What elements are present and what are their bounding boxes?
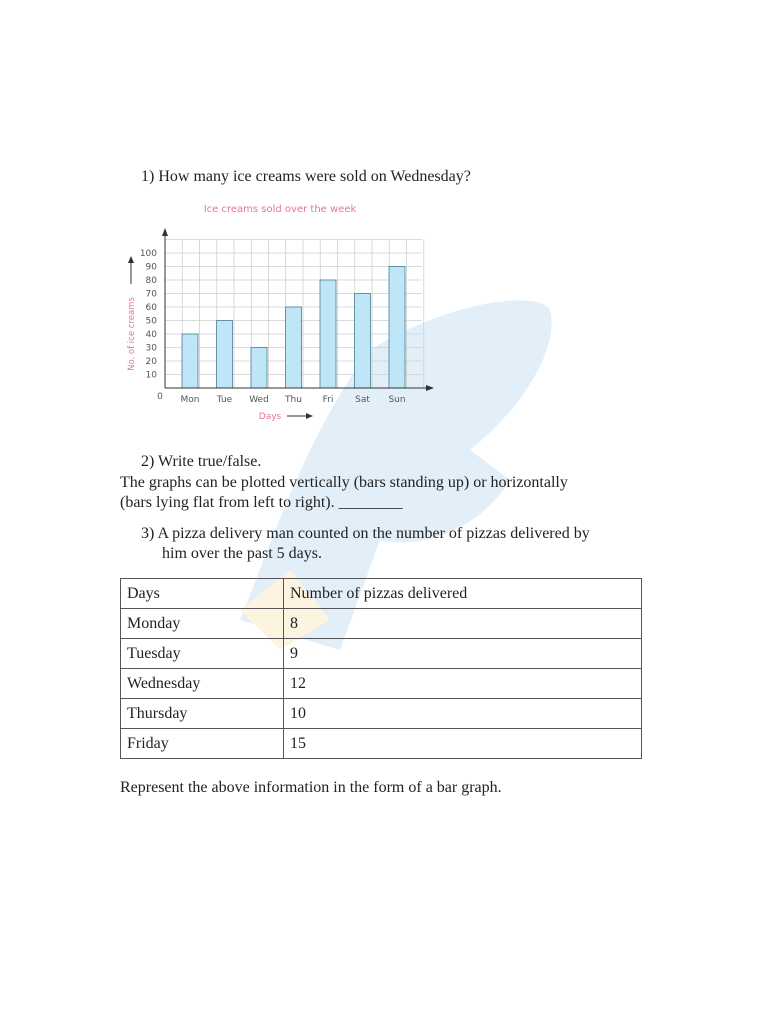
question-2-text xyxy=(120,473,660,513)
x-tick-label: Tue xyxy=(216,395,233,405)
ice-cream-bar-chart xyxy=(112,196,452,432)
table-row xyxy=(121,699,642,729)
x-tick-label: Thu xyxy=(285,395,302,405)
cell-day: Monday xyxy=(121,609,284,639)
y-tick-label: 50 xyxy=(145,316,157,327)
y-tick-labels xyxy=(140,249,157,381)
y-tick-label: 70 xyxy=(145,289,157,300)
x-tick-label: Wed xyxy=(249,395,269,405)
table-row xyxy=(121,729,642,759)
cell-count: 12 xyxy=(284,669,642,699)
closing-instruction: Represent the above information in the form of a bar graph. xyxy=(120,779,502,796)
question-1: 1) How many ice creams were sold on Wednesday? xyxy=(141,168,471,185)
cell-count: 10 xyxy=(284,699,642,729)
cell-count: 9 xyxy=(284,639,642,669)
question-3-line-1: 3) A pizza delivery man counted on the number of pizzas delivered by xyxy=(141,525,590,542)
origin-label: 0 xyxy=(157,392,163,402)
y-tick-label: 40 xyxy=(145,330,157,340)
x-tick-label: Fri xyxy=(322,395,334,405)
header-pizzas: Number of pizzas delivered xyxy=(284,579,642,609)
question-2-line-1: The graphs can be plotted vertically (bars standing up) or horizontally xyxy=(120,474,568,491)
table-row xyxy=(121,639,642,669)
table-row xyxy=(121,609,642,639)
cell-day: Friday xyxy=(121,729,284,759)
y-tick-label: 90 xyxy=(145,262,157,273)
y-axis-arrowhead xyxy=(162,228,168,236)
cell-count: 15 xyxy=(284,729,642,759)
cell-day: Wednesday xyxy=(121,669,284,699)
table-row xyxy=(121,669,642,699)
y-axis-label: No. of ice creams xyxy=(127,297,137,371)
x-axis-arrowhead xyxy=(426,385,434,391)
y-label-arrowhead xyxy=(128,256,134,263)
cell-day: Thursday xyxy=(121,699,284,729)
question-2-line-2: (bars lying flat from left to right). ________ xyxy=(120,494,403,511)
bar-wed xyxy=(251,348,267,389)
y-tick-label: 10 xyxy=(145,370,157,381)
y-tick-label: 30 xyxy=(145,343,157,354)
table-header-row xyxy=(121,579,642,609)
y-tick-label: 100 xyxy=(139,249,157,259)
x-tick-label: Mon xyxy=(180,395,200,405)
y-tick-label: 60 xyxy=(145,303,157,313)
bar-fri xyxy=(320,280,336,388)
x-label-arrowhead xyxy=(306,413,313,419)
question-3-line-2: him over the past 5 days. xyxy=(162,545,322,562)
bar-tue xyxy=(217,321,233,389)
x-tick-label: Sun xyxy=(388,395,406,405)
x-tick-labels xyxy=(181,395,406,405)
x-axis-label: Days xyxy=(258,412,282,422)
bar-sun xyxy=(389,267,405,389)
pizza-table xyxy=(120,578,642,759)
bar-mon xyxy=(182,334,198,388)
x-tick-label: Sat xyxy=(355,395,370,405)
bar-sat xyxy=(355,294,371,389)
cell-count: 8 xyxy=(284,609,642,639)
header-days: Days xyxy=(121,579,284,609)
question-2-heading: 2) Write true/false. xyxy=(141,453,262,470)
bars xyxy=(182,267,405,389)
bar-thu xyxy=(286,307,302,388)
y-tick-label: 80 xyxy=(145,276,157,286)
y-tick-label: 20 xyxy=(145,357,157,367)
chart-title: Ice creams sold over the week xyxy=(203,204,357,215)
cell-day: Tuesday xyxy=(121,639,284,669)
